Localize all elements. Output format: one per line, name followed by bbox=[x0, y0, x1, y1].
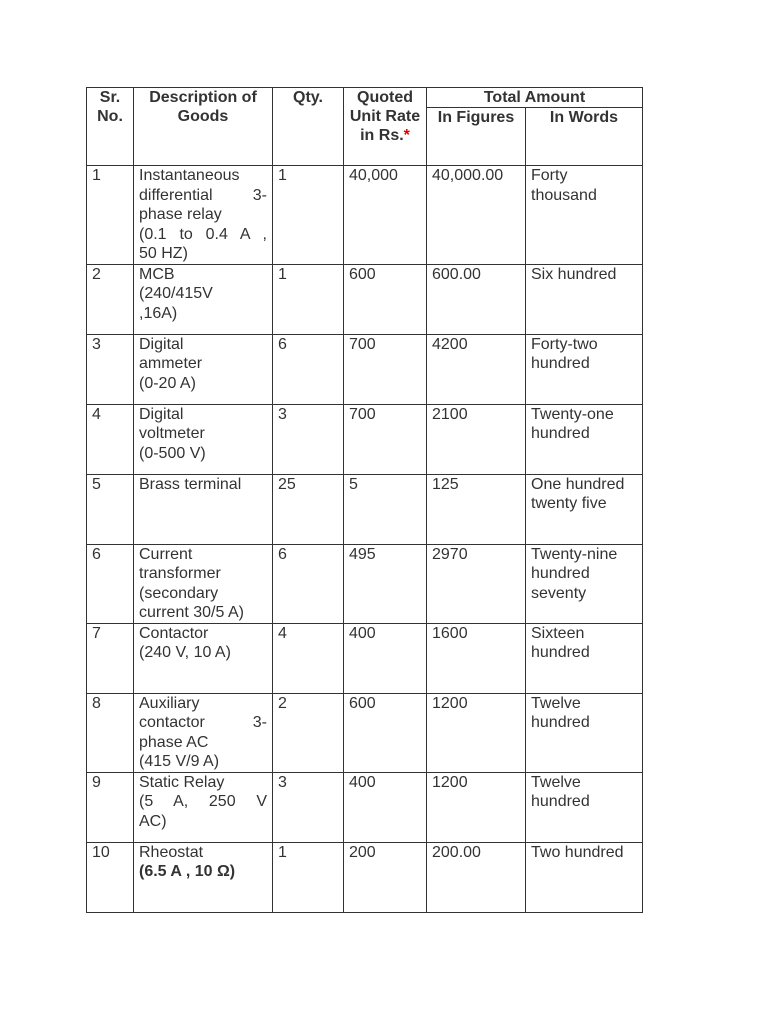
header-total-amount: Total Amount bbox=[427, 88, 643, 108]
words-cell: One hundred twenty five bbox=[526, 474, 643, 544]
table-row bbox=[87, 166, 643, 265]
qty-cell: 1 bbox=[273, 264, 344, 334]
qty-cell: 25 bbox=[273, 474, 344, 544]
description-cell bbox=[134, 264, 273, 334]
description-line: ,16A) bbox=[139, 304, 178, 322]
description-line: Contactor bbox=[139, 624, 209, 642]
qty-cell: 6 bbox=[273, 334, 344, 404]
words-cell: Twenty-one hundred bbox=[526, 404, 643, 474]
description-line: differential 3- bbox=[139, 186, 267, 204]
header-quoted-rate-text: Quoted Unit Rate in Rs. bbox=[349, 89, 421, 144]
header-in-words: In Words bbox=[526, 108, 643, 166]
sr-no-cell: 10 bbox=[87, 842, 134, 912]
sr-no-cell: 6 bbox=[87, 544, 134, 623]
description-line: (0-500 V) bbox=[139, 444, 206, 462]
description-line: contactor 3- bbox=[139, 714, 267, 731]
words-cell: Forty thousand bbox=[526, 166, 643, 265]
figures-cell: 1600 bbox=[427, 623, 526, 693]
sr-no-cell: 5 bbox=[87, 474, 134, 544]
description-line: phase AC bbox=[139, 733, 209, 751]
words-cell: Two hundred bbox=[526, 842, 643, 912]
description-line: current 30/5 A) bbox=[139, 604, 244, 621]
words-cell: Twelve hundred bbox=[526, 693, 643, 772]
table-row bbox=[87, 334, 643, 404]
sr-no-cell: 1 bbox=[87, 166, 134, 265]
table-row bbox=[87, 772, 643, 842]
qty-cell: 1 bbox=[273, 166, 344, 265]
qty-cell: 1 bbox=[273, 842, 344, 912]
description-cell bbox=[134, 772, 273, 842]
rate-cell: 600 bbox=[344, 693, 427, 772]
rate-cell: 200 bbox=[344, 842, 427, 912]
figures-cell: 2100 bbox=[427, 404, 526, 474]
description-line: Static Relay bbox=[139, 773, 225, 791]
description-line: Current bbox=[139, 545, 193, 563]
table-row bbox=[87, 623, 643, 693]
header-qty: Qty. bbox=[273, 88, 344, 166]
asterisk-marker: * bbox=[403, 127, 410, 144]
description-cell bbox=[134, 474, 273, 544]
table-row bbox=[87, 842, 643, 912]
rate-cell: 700 bbox=[344, 334, 427, 404]
description-cell bbox=[134, 544, 273, 623]
description-cell bbox=[134, 404, 273, 474]
figures-cell: 200.00 bbox=[427, 842, 526, 912]
figures-cell: 1200 bbox=[427, 772, 526, 842]
rate-cell: 495 bbox=[344, 544, 427, 623]
sr-no-cell: 7 bbox=[87, 623, 134, 693]
qty-cell: 2 bbox=[273, 693, 344, 772]
words-cell: Sixteen hundred bbox=[526, 623, 643, 693]
rate-cell: 400 bbox=[344, 623, 427, 693]
table-row bbox=[87, 693, 643, 772]
rate-cell: 5 bbox=[344, 474, 427, 544]
rate-cell: 40,000 bbox=[344, 166, 427, 265]
qty-cell: 3 bbox=[273, 772, 344, 842]
table-row bbox=[87, 474, 643, 544]
description-line: (415 V/9 A) bbox=[139, 753, 220, 770]
words-cell: Six hundred bbox=[526, 264, 643, 334]
table-body bbox=[87, 166, 643, 913]
description-line: MCB bbox=[139, 265, 175, 283]
description-line: (secondary bbox=[139, 584, 219, 602]
sr-no-cell: 3 bbox=[87, 334, 134, 404]
header-sr-no: Sr. No. bbox=[87, 88, 134, 166]
description-line: (240/415V bbox=[139, 285, 213, 302]
sr-no-cell: 4 bbox=[87, 404, 134, 474]
description-line: voltmeter bbox=[139, 425, 205, 442]
sr-no-cell: 9 bbox=[87, 772, 134, 842]
description-line: Instantaneous bbox=[139, 167, 240, 184]
sr-no-cell: 2 bbox=[87, 264, 134, 334]
words-cell: Twelve hundred bbox=[526, 772, 643, 842]
rate-cell: 600 bbox=[344, 264, 427, 334]
figures-cell: 1200 bbox=[427, 693, 526, 772]
description-line: (0-20 A) bbox=[139, 374, 196, 392]
description-line: (5 A, 250 V bbox=[139, 793, 267, 810]
figures-cell: 4200 bbox=[427, 334, 526, 404]
figures-cell: 2970 bbox=[427, 544, 526, 623]
description-line: Digital bbox=[139, 405, 184, 423]
sr-no-cell: 8 bbox=[87, 693, 134, 772]
description-line: Auxiliary bbox=[139, 694, 200, 712]
qty-cell: 6 bbox=[273, 544, 344, 623]
table-row bbox=[87, 404, 643, 474]
description-line: Brass terminal bbox=[139, 475, 242, 493]
description-cell bbox=[134, 334, 273, 404]
description-line: (240 V, 10 A) bbox=[139, 644, 231, 661]
description-line: Rheostat bbox=[139, 843, 204, 861]
description-line: ammeter bbox=[139, 355, 203, 372]
description-line: (6.5 A , 10 Ω) bbox=[139, 863, 236, 880]
rate-cell: 700 bbox=[344, 404, 427, 474]
qty-cell: 3 bbox=[273, 404, 344, 474]
goods-table bbox=[86, 87, 643, 913]
header-quoted-rate bbox=[344, 88, 427, 166]
header-description: Description of Goods bbox=[134, 88, 273, 166]
description-cell bbox=[134, 693, 273, 772]
description-line: Digital bbox=[139, 335, 184, 353]
table-row bbox=[87, 544, 643, 623]
description-cell bbox=[134, 623, 273, 693]
rate-cell: 400 bbox=[344, 772, 427, 842]
qty-cell: 4 bbox=[273, 623, 344, 693]
description-line: transformer bbox=[139, 565, 221, 582]
header-in-figures: In Figures bbox=[427, 108, 526, 166]
words-cell: Forty-two hundred bbox=[526, 334, 643, 404]
table-row bbox=[87, 264, 643, 334]
figures-cell: 40,000.00 bbox=[427, 166, 526, 265]
description-line: 50 HZ) bbox=[139, 245, 188, 262]
description-cell bbox=[134, 842, 273, 912]
words-cell: Twenty-nine hundred seventy bbox=[526, 544, 643, 623]
description-line: phase relay bbox=[139, 206, 222, 223]
description-line: (0.1 to 0.4 A , bbox=[139, 225, 267, 243]
description-cell bbox=[134, 166, 273, 265]
figures-cell: 125 bbox=[427, 474, 526, 544]
description-line: AC) bbox=[139, 812, 167, 830]
figures-cell: 600.00 bbox=[427, 264, 526, 334]
